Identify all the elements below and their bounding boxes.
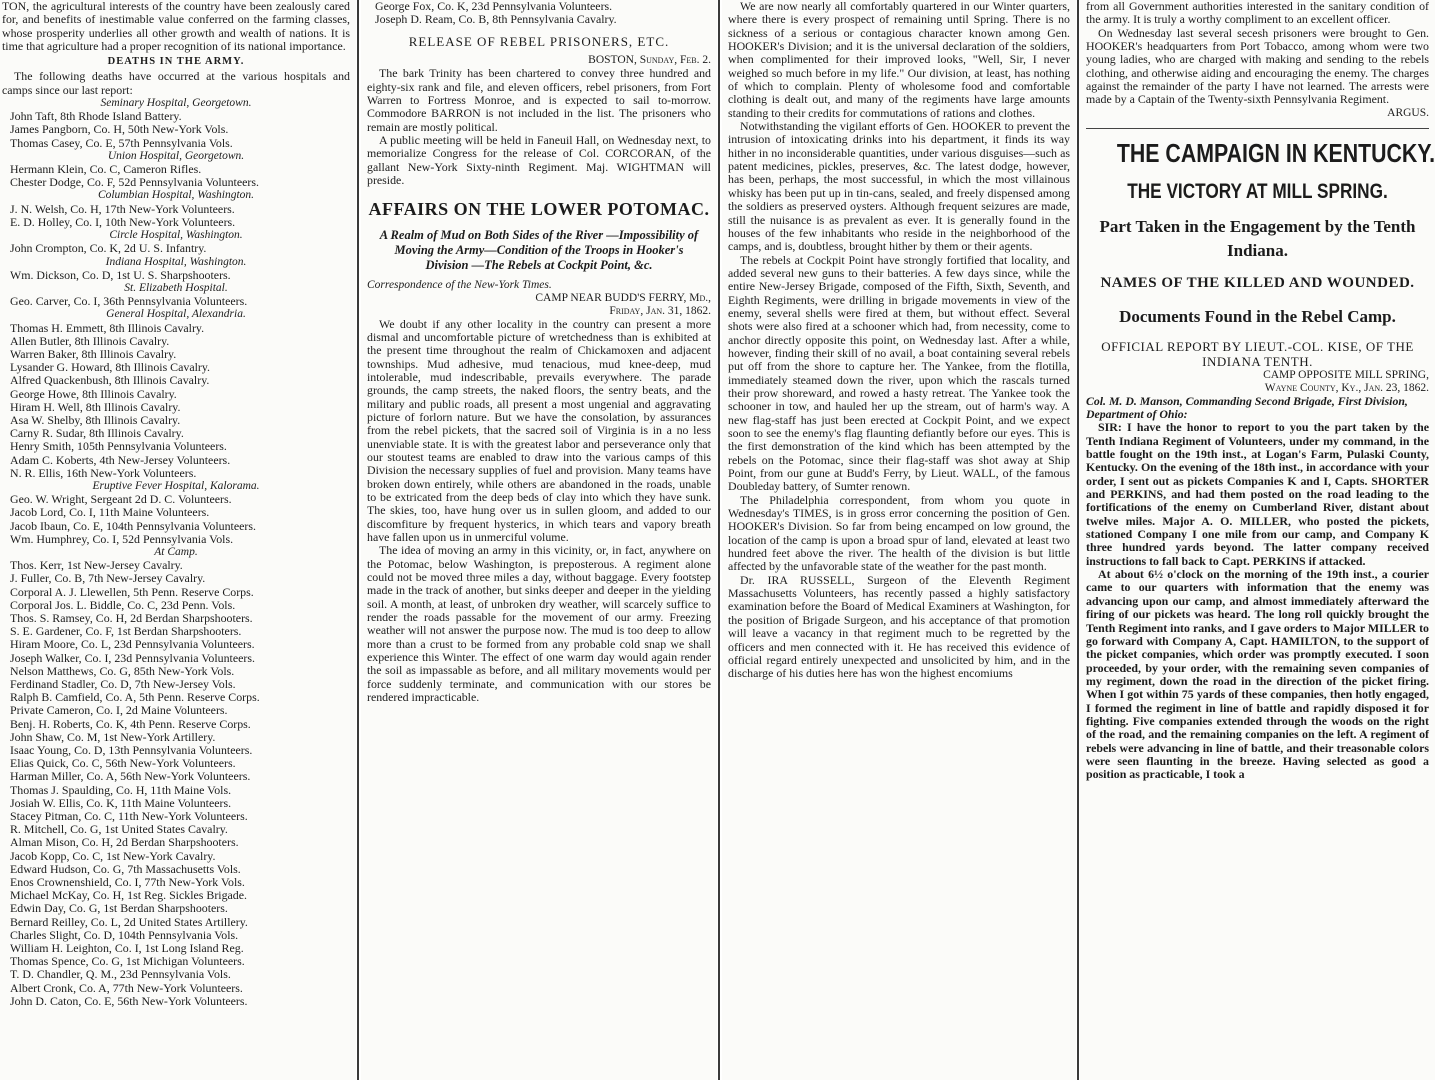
list-item: Enos Crownenshield, Co. I, 77th New-York Vols. (10, 875, 245, 890)
dateline: CAMP NEAR BUDD'S FERRY, Md., (535, 291, 711, 304)
article-paragraph: Dr. IRA RUSSELL, Surgeon of the Eleventh Regiment Massachusetts Volunteers, has recently passed a highly satisfactory examination before the Board of Medical Examiners at Washington, for the position of Brigade Surgeon, and his acceptance of that promotion will leave a vacancy in that regiment much to be regretted by the officers and men connected with it. He has received this evidence of official regard entirely unexpected and unsolicited by him, and in the discharge of his duties here has won the highest encomiums (728, 572, 1070, 681)
list-item: Albert Cronk, Co. A, 77th New-York Volunteers. (10, 980, 243, 995)
list-item: John Taft, 8th Rhode Island Battery. (10, 109, 182, 124)
article-paragraph: Notwithstanding the vigilant efforts of Gen. HOOKER to prevent the intrusion of intoxicating drinks into his department, it finds its way hither in no inconsiderable quantities, under various disguises—such as patent medicines, pickles, preserves, &c. The latest dodge, however, has been, perhaps, the most successful, in which the most villainous whisky has been put up in tin-cans, sealed, and freely dispensed among the soldiers as preserved oysters. Although frequent seizures are made, still the nuisance is as prevalent as ever. It is generally found in the houses of the few inhabitants who reside in the neighborhood of the camps, and is, doubtless, brought hither by them or their agents. (728, 119, 1070, 254)
list-item: John Shaw, Co. M, 1st New-York Artillery. (10, 729, 216, 744)
list-item: Edward Hudson, Co. G, 7th Massachusetts Vols. (10, 861, 241, 876)
article-title: AFFAIRS ON THE LOWER POTOMAC. (368, 198, 710, 219)
list-item: T. D. Chandler, Q. M., 23d Pennsylvania Vols. (10, 967, 231, 982)
article-paragraph: TON, the agricultural interests of the country have been zealously cared for, and benefits of inestimable value conferred on the farming classes, whose prosperity underlies all other growth and wealth of nations. It is time that agriculture had a proper recognition of its national importance. (2, 0, 350, 54)
list-item: George Howe, 8th Illinois Cavalry. (10, 386, 177, 401)
list-item: Geo. W. Wright, Sergeant 2d D. C. Volunteers. (10, 492, 232, 507)
section-heading: DEATHS IN THE ARMY. (107, 56, 245, 68)
dateline: Friday, Jan. 31, 1862. (609, 304, 711, 317)
list-item: Bernard Reilley, Co. L, 2d United States Artillery. (10, 914, 248, 929)
list-item: Hermann Klein, Co. C, Cameron Rifles. (10, 162, 202, 177)
list-item: Thomas Casey, Co. E, 57th Pennsylvania Vols. (10, 135, 233, 150)
dateline: BOSTON, Sunday, Feb. 2. (588, 54, 711, 67)
list-item: Edwin Day, Co. G, 1st Berdan Sharpshooters. (10, 901, 228, 916)
list-item: Jacob Ibaun, Co. E, 104th Pennsylvania Volunteers. (10, 518, 256, 533)
article-paragraph: The rebels at Cockpit Point have strongly fortified that locality, and added several new guns to their batteries. A few days since, while the entire New-Jersey Brigade, composed of the Fifth, Sixth, Seventh, and Eighth Regiments, were drilling in brigade movements in view of the enemy, several shells were fired at them, but without effect. Several shots were also fired at a schooner which had, from necessity, come to anchor directly opposite this point, on Wednesday last. After a while, however, finding their skill of no avail, a boat containing several rebels put off from the shore to capture her. The Yankee, from the flotilla, immediately steamed down the river, upon which the rascals turned their prow shoreward, and rowed a hasty retreat. The Yankee took the schooner in tow, and hauled her up the stream, out of harm's way. A new flag-staff has just been erected at Cockpit Point, and we expect soon to see the enemy's flag flaunting defiantly before our eyes. This is the first demonstration of the kind which has been attempted by the rebels on the Potomac, since their flag-staff was shot away at Ship Point, from our gune at Budd's Ferry, by Lieut. WALL, of the famous Doubleday battery, of Sumter renown. (728, 252, 1070, 494)
list-item: Hiram H. Well, 8th Illinois Cavalry. (10, 399, 181, 414)
list-item: William H. Leighton, Co. I, 1st Long Island Reg. (10, 941, 244, 956)
list-item: Joseph D. Ream, Co. B, 8th Pennsylvania Cavalry. (375, 12, 617, 27)
dateline: CAMP OPPOSITE MILL SPRING, (1263, 368, 1429, 381)
list-item: Henry Smith, 105th Pennsylvania Volunteers. (10, 439, 227, 454)
list-item: Elias Quick, Co. C, 56th New-York Volunteers. (10, 756, 236, 771)
list-item: Ralph B. Camfield, Co. A, 5th Penn. Reserve Corps. (10, 690, 260, 705)
headline: Documents Found in the Rebel Camp. (1119, 306, 1396, 326)
list-item: Lysander G. Howard, 8th Illinois Cavalry. (10, 360, 211, 375)
headline: NAMES OF THE KILLED AND WOUNDED. (1100, 274, 1415, 291)
list-item: Private Cameron, Co. I, 2d Maine Volunteers. (10, 703, 228, 718)
list-item: Thomas J. Spaulding, Co. H, 11th Maine Vols. (10, 782, 232, 797)
list-item: Corporal Jos. L. Biddle, Co. C, 23d Penn. Vols. (10, 597, 236, 612)
column-3 (722, 0, 1076, 1080)
hospital-heading: Eruptive Fever Hospital, Kalorama. (92, 479, 260, 492)
column-rule (357, 0, 359, 1080)
list-item: Jacob Lord, Co. I, 11th Maine Volunteers. (10, 505, 210, 520)
list-item: Isaac Young, Co. D, 13th Pennsylvania Volunteers. (10, 743, 253, 758)
article-paragraph: from all Government authorities interested in the sanitary condition of the army. It is truly a worthy compliment to an excellent officer. (1086, 0, 1429, 27)
headline: THE CAMPAIGN IN KENTUCKY. (1116, 137, 1435, 168)
list-item: John Crompton, Co. K, 2d U. S. Infantry. (10, 241, 207, 256)
article-paragraph: The bark Trinity has been chartered to convey three hundred and eighty-six rank and file, and eleven officers, rebel prisoners, from Fort Warren to Fortress Monroe, and is expected to sail to-morrow. Commodore BARRON is not included in the list. The prisoners who remain are mostly political. (367, 66, 711, 134)
list-item: Thos. Kerr, 1st New-Jersey Cavalry. (10, 558, 183, 573)
hospital-heading: Seminary Hospital, Georgetown. (100, 97, 252, 110)
column-1 (0, 0, 356, 1080)
signature: ARGUS. (1387, 106, 1429, 119)
article-paragraph: The following deaths have occurred at the various hospitals and camps since our last report: (2, 69, 350, 97)
column-rule (1077, 0, 1079, 1080)
headline: THE VICTORY AT MILL SPRING. (1127, 179, 1388, 203)
divider (1086, 128, 1429, 129)
list-item: Warren Baker, 8th Illinois Cavalry. (10, 346, 177, 361)
list-item: George Fox, Co. K, 23d Pennsylvania Volunteers. (375, 0, 613, 13)
column-4 (1080, 0, 1435, 1080)
list-item: Wm. Dickson, Co. D, 1st U. S. Sharpshooters. (10, 267, 231, 282)
list-item: Alfred Quackenbush, 8th Illinois Cavalry. (10, 373, 210, 388)
list-item: R. Mitchell, Co. G, 1st United States Cavalry. (10, 822, 228, 837)
article-paragraph: We are now nearly all comfortably quartered in our Winter quarters, where there is every prospect of remaining until Spring. There is no sickness of a serious or contagious character known among Gen. HOOKER's Division; and it is the universal declaration of the soldiers, when complimented for their improved looks, "Well, Sir, I never weighed so much before in my life." Our division, at least, has nothing of which to complain. Plenty of wholesome food and comfortable clothing is dealt out, and many of the regiments have large amounts standing to their credits for commutations of rations and clothes. (728, 0, 1070, 120)
article-paragraph: At about 6½ o'clock on the morning of the 19th inst., a courier came to our quarters with information that the enemy was advancing upon our camp, and almost immediately afterward the firing of our pickets was heard. The long roll quickly brought the Tenth Regiment into ranks, and I gave orders to Major MILLER to go forward with Company A, Capt. HAMILTON, to the support of the picket companies, which order was promptly executed. I soon proceeded, by your order, with the remaining seven companies of my regiment, down the road in the direction of the picket firing. When I got within 75 yards of these companies, then hotly engaged, I formed the regiment in line of battle and rapidly disposed it for fighting. Five companies extended through the woods on the right of the road, and the remaining companies on the left. A regiment of rebels were advancing in line of battle, and their treasonable colors were seen flaunting in the breeze. Having selected as good a position as practicable, I took a (1086, 567, 1429, 782)
list-item: Adam C. Koberts, 4th New-Jersey Volunteers. (10, 452, 231, 467)
article-paragraph: We doubt if any other locality in the country can present a more dismal and uncomfortable picture of wretchedness than is exhibited at the present time throughout the realm of Chickamoxen and adjacent townships. Mud adhesive, mud tenacious, mud knee-deep, mud intolerable, mud indescribable, prevails everywhere. The parade grounds, the camp streets, the naked floors, the sentry beats, and the military and public roads, all present a most ungenial and aggravating picture of forlorn nature. But we have the consolation, by assurances from the rebel pickets, that the sacred soil of Virginia is in a no less unenviable state. It is with the greatest labor and perseverance only that our stoutest teams are enabled to draw into the various camps of this Division the necessary supplies of fuel and provision. Many teams have broken down entirely, while others are abandoned in the roads, unable to be extricated from the deep beds of clay into which they have sunk. The skies, too, have hung over us in sullen gloom, and added to our discomfiture by frequent hysterics, in which tears and vapory breath have fallen upon us in unmerciful volume. (367, 316, 711, 544)
list-item: Alman Mison, Co. H, 2d Berdan Sharpshooters. (10, 835, 239, 850)
article-paragraph: SIR: I have the honor to report to you the part taken by the Tenth Indiana Regiment of Volunteers, under my command, in the battle fought on the 19th inst., at Logan's Farm, Pulaski County, Kentucky. On the evening of the 18th inst., in accordance with your order, I sent out as pickets Companies K and I, Capts. SHORTER and PERKINS, and had them posted on the road leading to the fortifications of the enemy on Cumberland River, distant about twelve miles. Major A. O. MILLER, who posted the pickets, stationed Company I one mile from our camp, and Company K three hundred yards beyond. The latter company received instructions to fall back to Capt. PERKINS if attacked. (1086, 420, 1429, 568)
hospital-heading: At Camp. (154, 545, 198, 558)
list-item: Geo. Carver, Co. I, 36th Pennsylvania Volunteers. (10, 294, 248, 309)
death-list (2, 97, 350, 1008)
headline: Part Taken in the Engagement by the Tenth Indiana. (1099, 216, 1416, 260)
list-item: Joseph Walker, Co. I, 23d Pennsylvania Volunteers. (10, 650, 255, 665)
list-item: J. N. Welsh, Co. H, 17th New-York Volunteers. (10, 201, 235, 216)
list-item: Asa W. Shelby, 8th Illinois Cavalry. (10, 412, 181, 427)
column-rule (718, 0, 720, 1080)
list-item: Allen Butler, 8th Illinois Cavalry. (10, 333, 170, 348)
hospital-heading: St. Elizabeth Hospital. (124, 281, 228, 294)
article-subtitle: A Realm of Mud on Both Sides of the River —Impossibility of Moving the Army—Condition of the Troops in Hooker's Division —The Rebels at Cockpit Point, &c. (379, 227, 699, 272)
list-item: Carny R. Sudar, 8th Illinois Cavalry. (10, 426, 184, 441)
list-item: E. D. Holley, Co. I, 10th New-York Volunteers. (10, 214, 236, 229)
hospital-heading: General Hospital, Alexandria. (106, 308, 246, 321)
list-item: Ferdinand Stadler, Co. D, 7th New-Jersey Vols. (10, 677, 236, 691)
article-paragraph: On Wednesday last several secesh prisoners were brought to Gen. HOOKER's headquarters from Port Tobacco, among whom were two young ladies, who are charged with making and sending to the rebels clothing, and otherwise aiding and encouraging the enemy. The charges against the remainder of the party I have not learned. The arrests were made by a Captain of the Twenty-sixth Pennsylvania Regiment. (1086, 25, 1429, 107)
list-item: Corporal A. J. Llewellen, 5th Penn. Reserve Corps. (10, 584, 254, 599)
address-line: Col. M. D. Manson, Commanding Second Brigade, First Division, Department of Ohio: (1086, 393, 1408, 422)
list-item: Chester Dodge, Co. F, 52d Pennsylvania Volunteers. (10, 175, 259, 190)
list-item: N. R. Ellis, 16th New-York Volunteers. (10, 465, 197, 480)
list-item: Thos. S. Ramsey, Co. H, 2d Berdan Sharpshooters. (10, 610, 253, 625)
list-item: S. E. Gardener, Co. F, 1st Berdan Sharpshooters. (10, 624, 242, 639)
report-heading: OFFICIAL REPORT BY LIEUT.-COL. KISE, OF THE INDIANA TENTH. (1101, 338, 1414, 369)
dateline: Wayne County, Ky., Jan. 23, 1862. (1264, 381, 1429, 394)
list-item: Charles Slight, Co. D, 104th Pennsylvania Vols. (10, 927, 239, 942)
article-title: RELEASE OF REBEL PRISONERS, ETC. (408, 34, 670, 50)
correspondence-label: Correspondence of the New-York Times. (367, 278, 552, 291)
list-item: Stacey Pitman, Co. C, 11th New-York Volunteers. (10, 809, 248, 824)
list-item: James Pangborn, Co. H, 50th New-York Vols. (10, 122, 229, 137)
list-item: Thomas H. Emmett, 8th Illinois Cavalry. (10, 320, 205, 335)
list-item: Hiram Moore, Co. L, 23d Pennsylvania Volunteers. (10, 637, 255, 652)
article-paragraph: A public meeting will be held in Faneuil Hall, on Wednesday next, to memorialize Congress for the release of Col. CORCORAN, of the gallant New-York Sixty-ninth Regiment. Maj. WIGHTMAN will preside. (367, 133, 711, 188)
column-2 (361, 0, 717, 1080)
list-item: Benj. H. Roberts, Co. K, 4th Penn. Reserve Corps. (10, 716, 251, 731)
list-item: Wm. Humphrey, Co. I, 52d Pennsylvania Vols. (10, 531, 234, 546)
article-paragraph: The idea of moving an army in this vicinity, or, in fact, anywhere on the Potomac, below Washington, is preposterous. A regiment alone could not be moved three miles a day, without baggage. Every footstep made in the track of another, but sinks deeper and deeper in the yielding soil. A month, at least, of unbroken dry weather, will scarcely suffice to render the roads passable for the movement of our army. Freezing weather will not answer the purpose now. The mud is too deep to allow more than a crust to be formed from any probable cold snap we shall experience this Winter. The effect of one warm day would again render the soil as impassable as before, and all military movements would per force suddenly terminate, and communication with our stores be rendered impracticable. (367, 543, 711, 705)
list-item: John D. Caton, Co. E, 56th New-York Volunteers. (10, 993, 248, 1008)
article-paragraph: The Philadelphia correspondent, from whom you quote in Wednesday's TIMES, is in gross error concerning the position of Gen. HOOKER's Division. So far from being encamped on low ground, the location of the camp is upon a broad spur of land, elevated at least two hundred feet above the river. The health of the division is but little affected by the unfavorable state of the weather for the past month. (728, 492, 1070, 574)
list-item: Harman Miller, Co. A, 56th New-York Volunteers. (10, 769, 251, 784)
hospital-heading: Columbian Hospital, Washington. (97, 189, 255, 202)
list-item: Thomas Spence, Co. G, 1st Michigan Volunteers. (10, 954, 245, 969)
list-item: J. Fuller, Co. B, 7th New-Jersey Cavalry. (10, 571, 206, 586)
list-item: Josiah W. Ellis, Co. K, 11th Maine Volunteers. (10, 795, 232, 810)
list-item: Nelson Matthews, Co. G, 85th New-York Vols. (10, 663, 235, 678)
list-item: Michael McKay, Co. H, 1st Reg. Sickles Brigade. (10, 888, 247, 903)
list-item: Jacob Kopp, Co. C, 1st New-York Cavalry. (10, 848, 216, 863)
hospital-heading: Union Hospital, Georgetown. (107, 149, 245, 162)
hospital-heading: Circle Hospital, Washington. (109, 229, 243, 242)
hospital-heading: Indiana Hospital, Washington. (105, 255, 247, 268)
